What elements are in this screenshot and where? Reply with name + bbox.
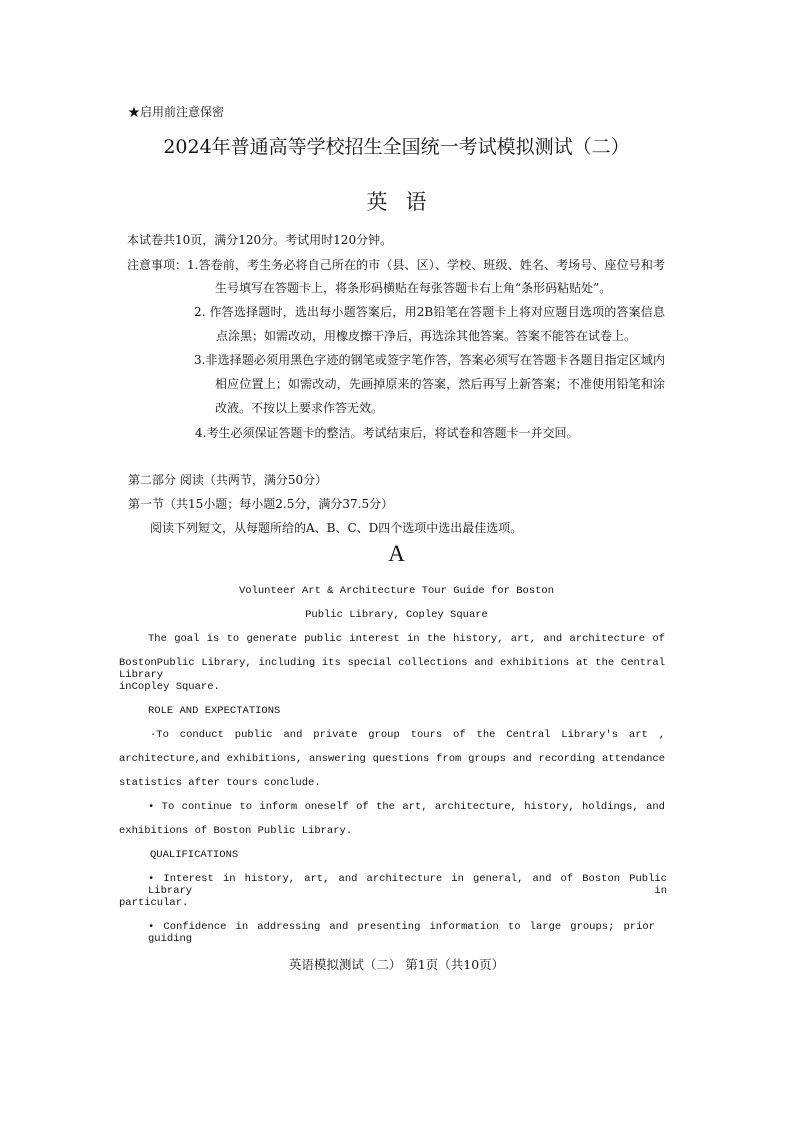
para-1-line-1: The goal is to generate public interest in the history, art, and architecture of	[148, 633, 665, 645]
note-item-1-line-1: 1.答卷前，考生务必将自己所在的市（县、区）、学校、班级、姓名、考场号、座位号和考	[187, 258, 665, 272]
qualifications-heading: QUALIFICATIONS	[150, 849, 239, 861]
passage-title-line-1: Volunteer Art & Architecture Tour Guide for Boston	[238, 585, 555, 597]
note-item-3-line-1: 3.非选择题必须用黑色字迹的钢笔或签字笔作答，答案必须写在答题卡各题目指定区域内	[194, 353, 665, 367]
confidential-mark: ★启用前注意保密	[128, 105, 225, 119]
para-1-line-2: BostonPublic Library, including its special collections and exhibitions at the Central Library	[119, 657, 665, 681]
subject-title: 英语	[366, 190, 445, 214]
note-item-4-line-1: 4.考生必须保证答题卡的整洁。考试结束后，将试卷和答题卡一并交回。	[195, 426, 579, 440]
part-two-heading: 第二部分 阅读（共两节，满分50分）	[128, 473, 328, 487]
exam-summary: 本试卷共10页，满分120分。考试用时120分钟。	[127, 233, 393, 247]
role-heading: ROLE AND EXPECTATIONS	[148, 705, 281, 717]
qual-1-line-2: particular.	[119, 897, 189, 909]
para-1-line-3: inCopley Square.	[119, 681, 220, 693]
exam-title: 2024年普通高等学校招生全国统一考试模拟测试（二）	[163, 136, 630, 158]
note-item-2-line-1: 2. 作答选择题时，选出每小题答案后，用2B铅笔在答题卡上将对应题目选项的答案信息	[194, 305, 665, 319]
role-1-line-3: statistics after tours conclude.	[119, 777, 321, 789]
notes-label: 注意事项：	[127, 258, 188, 272]
role-2-line-2: exhibitions of Boston Public Library.	[119, 825, 353, 837]
section-one-heading: 第一节（共15小题；每小题2.5分，满分37.5分）	[128, 497, 394, 511]
role-2-line-1: • To continue to inform oneself of the art, architecture, history, holdings, and	[148, 801, 665, 813]
qual-1-line-1: • Interest in history, art, and architecture in general, and of Boston Public Library in	[148, 873, 667, 897]
note-item-3-line-3: 改液。不按以上要求作答无效。	[215, 401, 384, 415]
note-item-3-line-2: 相应位置上；如需改动，先画掉原来的答案，然后再写上新答案；不准使用铅笔和涂	[215, 377, 665, 391]
qual-2-line-1: • Confidence in addressing and presenting information to large groups; prior guiding	[148, 921, 655, 945]
role-1-line-1: ·To conduct public and private group tours of the Central Library's art ,	[150, 729, 665, 741]
note-item-1-line-2: 生号填写在答题卡上，将条形码横贴在每张答题卡右上角“条形码粘贴处”。	[215, 281, 612, 295]
reading-directions: 阅读下列短文，从每题所给的A、B、C、D四个选项中选出最佳选项。	[150, 521, 523, 535]
passage-title-line-2: Public Library, Copley Square	[305, 609, 488, 621]
role-1-line-2: architecture,and exhibitions, answering questions from groups and recording attendance	[119, 753, 665, 765]
page-footer: 英语模拟测试（二） 第1页（共10页）	[288, 957, 505, 972]
note-item-2-line-2: 点涂黑；如需改动，用橡皮擦干净后，再选涂其他答案。答案不能答在试卷上。	[216, 329, 637, 343]
passage-letter: A	[388, 541, 405, 566]
